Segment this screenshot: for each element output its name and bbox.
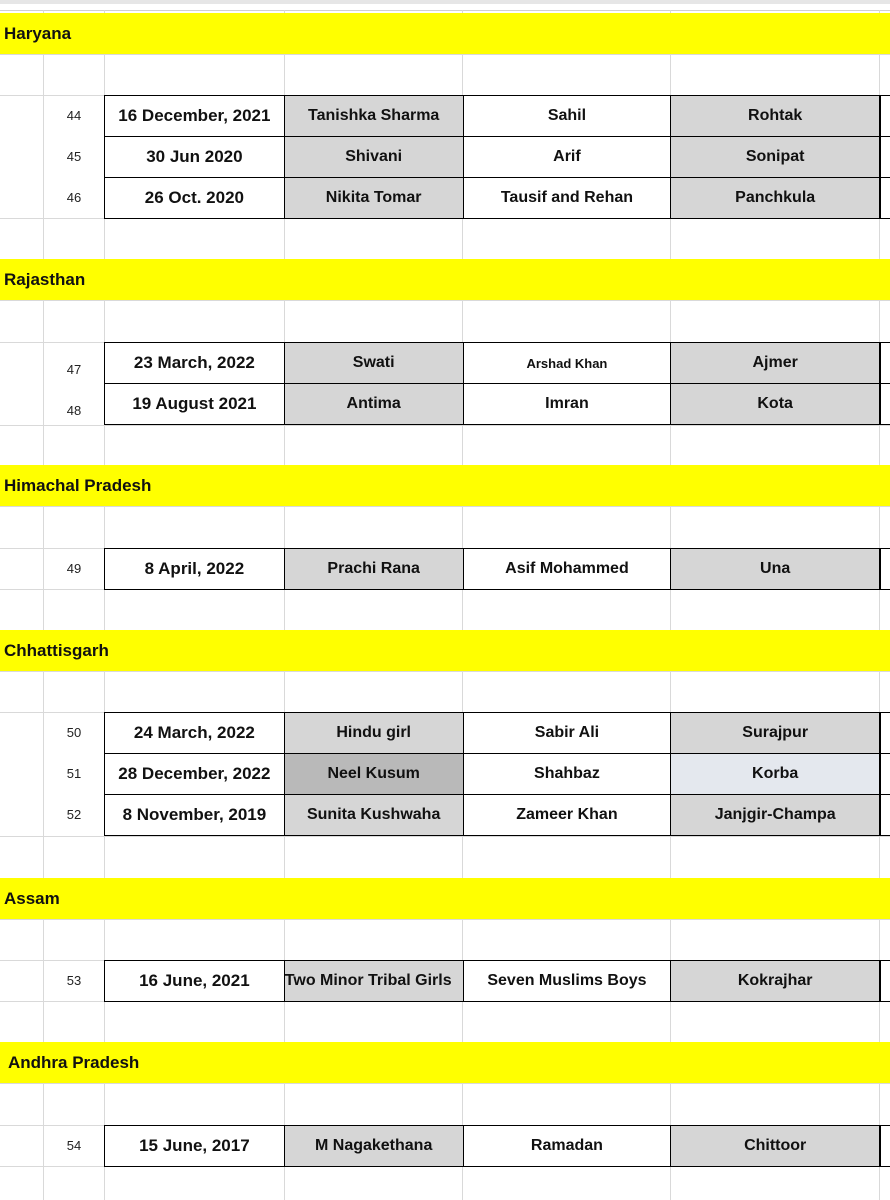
victim-cell[interactable]: Swati [284,343,463,383]
accused-cell[interactable]: Zameer Khan [463,795,671,835]
row-number: 44 [66,108,82,123]
section-title: Andhra Pradesh [8,1053,140,1072]
accused-cell[interactable]: Ramadan [463,1126,671,1166]
victim-cell[interactable]: Prachi Rana [284,549,463,589]
grid-row-line [0,1083,890,1084]
table-row[interactable] [104,753,890,795]
accused-cell[interactable]: Tausif and Rehan [463,178,671,218]
place-cell[interactable]: Kota [670,384,880,424]
empty-cell[interactable] [880,961,890,1001]
grid-row-line [0,54,890,55]
row-number: 47 [66,362,82,377]
empty-cell[interactable] [880,178,890,218]
top-strip [0,0,890,11]
section-title: Assam [4,889,60,908]
row-number: 52 [66,807,82,822]
row-number: 45 [66,149,82,164]
empty-cell[interactable] [880,384,890,424]
section-header-andhra-pradesh[interactable] [0,1042,890,1083]
row-number: 49 [66,561,82,576]
grid-row-line [0,506,890,507]
row-number: 50 [66,725,82,740]
section-title: Himachal Pradesh [4,476,152,495]
empty-cell[interactable] [880,137,890,177]
row-number: 53 [66,973,82,988]
table-row[interactable] [104,383,890,425]
accused-cell[interactable]: Seven Muslims Boys [463,961,671,1001]
row-number: 48 [66,403,82,418]
place-cell[interactable]: Sonipat [670,137,880,177]
accused-cell[interactable]: Sabir Ali [463,713,671,753]
table-row[interactable] [104,136,890,178]
section-header-chhattisgarh[interactable] [0,630,890,671]
victim-cell[interactable]: Two Minor Tribal Girls [284,961,463,1001]
date-cell[interactable]: 28 December, 2022 [104,754,284,794]
place-cell[interactable]: Chittoor [670,1126,880,1166]
section-header-assam[interactable] [0,878,890,919]
grid-row-line [0,671,890,672]
date-cell[interactable]: 26 Oct. 2020 [104,178,284,218]
place-cell[interactable]: Janjgir-Champa [670,795,880,835]
grid-row-line [0,919,890,920]
section-title: Rajasthan [4,270,86,289]
accused-cell[interactable]: Arshad Khan [463,343,671,383]
empty-cell[interactable] [880,795,890,835]
place-cell[interactable]: Una [670,549,880,589]
row-number: 54 [66,1138,82,1153]
section-header-rajasthan[interactable] [0,259,890,300]
date-cell[interactable]: 23 March, 2022 [104,343,284,383]
table-row[interactable] [104,95,890,137]
table-row[interactable] [104,960,890,1002]
date-cell[interactable]: 15 June, 2017 [104,1126,284,1166]
empty-cell[interactable] [880,343,890,383]
table-row[interactable] [104,177,890,219]
place-cell[interactable]: Panchkula [670,178,880,218]
section-title: Chhattisgarh [4,641,109,660]
empty-cell[interactable] [880,713,890,753]
place-cell[interactable]: Kokrajhar [670,961,880,1001]
accused-cell[interactable]: Asif Mohammed [463,549,671,589]
date-cell[interactable]: 8 November, 2019 [104,795,284,835]
empty-cell[interactable] [880,549,890,589]
date-cell[interactable]: 16 December, 2021 [104,96,284,136]
victim-cell[interactable]: Hindu girl [284,713,463,753]
place-cell[interactable]: Surajpur [670,713,880,753]
grid-row-line [0,425,890,426]
grid-row-line [0,836,890,837]
victim-cell[interactable]: Shivani [284,137,463,177]
table-row[interactable] [104,1125,890,1167]
accused-cell[interactable]: Sahil [463,96,671,136]
victim-cell[interactable]: M Nagakethana [284,1126,463,1166]
empty-cell[interactable] [880,754,890,794]
date-cell[interactable]: 24 March, 2022 [104,713,284,753]
accused-cell[interactable]: Arif [463,137,671,177]
grid-row-line [0,300,890,301]
victim-cell[interactable]: Neel Kusum [284,754,463,794]
table-row[interactable] [104,794,890,836]
table-row[interactable] [104,342,890,384]
section-header-himachal-pradesh[interactable] [0,465,890,506]
date-cell[interactable]: 8 April, 2022 [104,549,284,589]
row-number: 51 [66,766,82,781]
place-cell[interactable]: Rohtak [670,96,880,136]
victim-cell[interactable]: Tanishka Sharma [284,96,463,136]
date-cell[interactable]: 19 August 2021 [104,384,284,424]
empty-cell[interactable] [880,96,890,136]
place-cell[interactable]: Ajmer [670,343,880,383]
empty-cell[interactable] [880,1126,890,1166]
section-title: Haryana [4,24,72,43]
date-cell[interactable]: 30 Jun 2020 [104,137,284,177]
place-cell[interactable]: Korba [670,754,880,794]
table-row[interactable] [104,548,890,590]
accused-cell[interactable]: Shahbaz [463,754,671,794]
table-row[interactable] [104,712,890,754]
date-cell[interactable]: 16 June, 2021 [104,961,284,1001]
row-number: 46 [66,190,82,205]
victim-cell[interactable]: Nikita Tomar [284,178,463,218]
accused-cell[interactable]: Imran [463,384,671,424]
section-header-haryana[interactable] [0,13,890,54]
victim-cell[interactable]: Sunita Kushwaha [284,795,463,835]
victim-cell[interactable]: Antima [284,384,463,424]
